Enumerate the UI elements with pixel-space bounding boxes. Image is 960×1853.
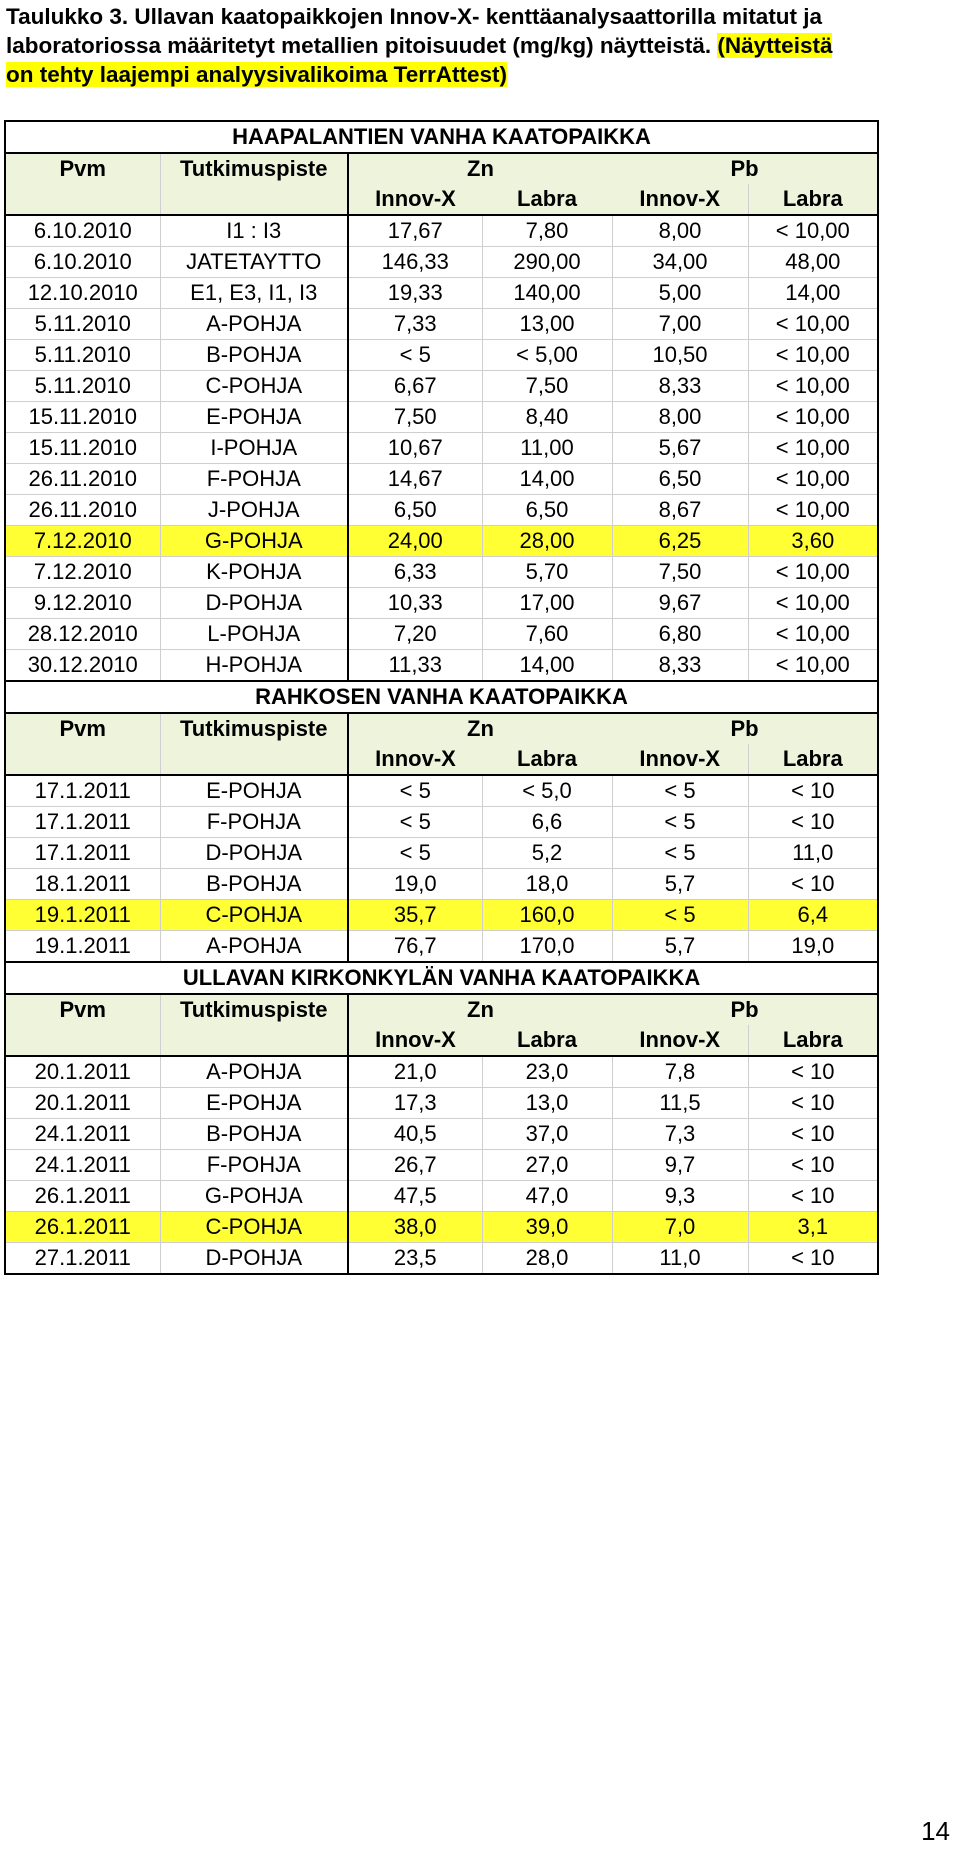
- cell-zn-innovx: < 5: [348, 838, 482, 869]
- cell-tutkimuspiste: I1 : I3: [160, 215, 348, 247]
- table-row: [5, 619, 878, 650]
- cell-zn-innovx: < 5: [348, 807, 482, 838]
- cell-pb-labra: < 10,00: [748, 619, 878, 650]
- cell-tutkimuspiste: A-POHJA: [160, 1056, 348, 1088]
- cell-pvm: 5.11.2010: [5, 371, 160, 402]
- cell-pb-labra: < 10,00: [748, 215, 878, 247]
- caption-line-1: Taulukko 3. Ullavan kaatopaikkojen Innov-X- kenttäanalysaattorilla mitatut ja: [6, 4, 823, 29]
- cell-pvm: 26.11.2010: [5, 495, 160, 526]
- cell-tutkimuspiste: E-POHJA: [160, 1088, 348, 1119]
- cell-zn-innovx: 40,5: [348, 1119, 482, 1150]
- subheader-pb-innovx: Innov-X: [612, 1025, 748, 1056]
- cell-pvm: 26.1.2011: [5, 1212, 160, 1243]
- cell-pb-labra: < 10,00: [748, 495, 878, 526]
- cell-pb-labra: < 10: [748, 1181, 878, 1212]
- subheader-empty: [5, 744, 160, 775]
- cell-pvm: 15.11.2010: [5, 433, 160, 464]
- cell-zn-innovx: 47,5: [348, 1181, 482, 1212]
- cell-pvm: 9.12.2010: [5, 588, 160, 619]
- cell-zn-innovx: 10,67: [348, 433, 482, 464]
- cell-zn-innovx: 146,33: [348, 247, 482, 278]
- cell-zn-innovx: 17,67: [348, 215, 482, 247]
- table-row: [5, 775, 878, 807]
- table-row: [5, 526, 878, 557]
- cell-pvm: 17.1.2011: [5, 838, 160, 869]
- cell-zn-labra: 13,0: [482, 1088, 612, 1119]
- table-row: [5, 1119, 878, 1150]
- table-row: [5, 838, 878, 869]
- cell-pb-labra: 3,60: [748, 526, 878, 557]
- cell-pb-innovx: 34,00: [612, 247, 748, 278]
- table-row: [5, 495, 878, 526]
- caption-highlight: (Näytteistä: [717, 33, 833, 58]
- header-pvm: Pvm: [5, 713, 160, 744]
- cell-pb-labra: 14,00: [748, 278, 878, 309]
- results-table-container: [4, 120, 879, 1275]
- table-row: [5, 931, 878, 963]
- caption-line-3: on tehty laajempi analyysivalikoima TerrAttest): [6, 62, 508, 87]
- cell-zn-labra: 37,0: [482, 1119, 612, 1150]
- section-title-row: [5, 681, 878, 713]
- cell-pvm: 28.12.2010: [5, 619, 160, 650]
- section-title: ULLAVAN KIRKONKYLÄN VANHA KAATOPAIKKA: [5, 962, 878, 994]
- header-row: [5, 153, 878, 184]
- table-row: [5, 1088, 878, 1119]
- table-caption: [6, 2, 956, 89]
- cell-pb-innovx: 8,33: [612, 650, 748, 682]
- cell-pvm: 26.11.2010: [5, 464, 160, 495]
- cell-zn-innovx: 35,7: [348, 900, 482, 931]
- cell-pvm: 17.1.2011: [5, 775, 160, 807]
- header-pb: Pb: [612, 153, 878, 184]
- cell-zn-labra: 7,80: [482, 215, 612, 247]
- subheader-empty: [5, 184, 160, 215]
- cell-pb-innovx: 8,33: [612, 371, 748, 402]
- cell-pb-innovx: 7,8: [612, 1056, 748, 1088]
- cell-pvm: 7.12.2010: [5, 526, 160, 557]
- cell-pvm: 17.1.2011: [5, 807, 160, 838]
- cell-zn-innovx: < 5: [348, 775, 482, 807]
- cell-zn-labra: 160,0: [482, 900, 612, 931]
- cell-pb-innovx: 5,7: [612, 869, 748, 900]
- cell-tutkimuspiste: L-POHJA: [160, 619, 348, 650]
- header-row: [5, 713, 878, 744]
- cell-zn-innovx: 7,50: [348, 402, 482, 433]
- cell-pb-innovx: < 5: [612, 807, 748, 838]
- cell-pb-labra: < 10,00: [748, 464, 878, 495]
- cell-pvm: 26.1.2011: [5, 1181, 160, 1212]
- subheader-zn-labra: Labra: [482, 184, 612, 215]
- cell-pb-labra: 19,0: [748, 931, 878, 963]
- cell-pb-labra: < 10: [748, 775, 878, 807]
- caption-line-2a: laboratoriossa määritetyt metallien pitoisuudet (mg/kg) näytteistä.: [6, 33, 718, 58]
- cell-zn-labra: 6,50: [482, 495, 612, 526]
- cell-zn-innovx: 24,00: [348, 526, 482, 557]
- cell-pb-labra: 11,0: [748, 838, 878, 869]
- cell-pb-labra: < 10,00: [748, 650, 878, 682]
- cell-pb-labra: < 10: [748, 1150, 878, 1181]
- cell-pb-labra: < 10: [748, 1088, 878, 1119]
- cell-tutkimuspiste: J-POHJA: [160, 495, 348, 526]
- cell-pvm: 19.1.2011: [5, 900, 160, 931]
- cell-pvm: 15.11.2010: [5, 402, 160, 433]
- header-zn: Zn: [348, 994, 612, 1025]
- table-row: [5, 557, 878, 588]
- cell-pvm: 20.1.2011: [5, 1088, 160, 1119]
- table-row: [5, 309, 878, 340]
- table-row: [5, 247, 878, 278]
- cell-zn-innovx: 10,33: [348, 588, 482, 619]
- header-tutkimuspiste: Tutkimuspiste: [160, 713, 348, 744]
- section-title: HAAPALANTIEN VANHA KAATOPAIKKA: [5, 121, 878, 153]
- subheader-pb-innovx: Innov-X: [612, 184, 748, 215]
- cell-pb-labra: < 10,00: [748, 371, 878, 402]
- subheader-row: [5, 744, 878, 775]
- cell-zn-innovx: < 5: [348, 340, 482, 371]
- table-row: [5, 1150, 878, 1181]
- cell-pb-labra: 6,4: [748, 900, 878, 931]
- cell-tutkimuspiste: G-POHJA: [160, 526, 348, 557]
- subheader-zn-innovx: Innov-X: [348, 184, 482, 215]
- cell-pvm: 5.11.2010: [5, 309, 160, 340]
- subheader-empty: [160, 744, 348, 775]
- header-pvm: Pvm: [5, 994, 160, 1025]
- cell-pb-innovx: 7,50: [612, 557, 748, 588]
- cell-pb-innovx: 6,25: [612, 526, 748, 557]
- cell-tutkimuspiste: D-POHJA: [160, 588, 348, 619]
- table-row: [5, 1212, 878, 1243]
- cell-zn-innovx: 6,67: [348, 371, 482, 402]
- cell-zn-innovx: 11,33: [348, 650, 482, 682]
- page-number: 14: [921, 1816, 950, 1846]
- cell-pb-labra: < 10: [748, 1243, 878, 1275]
- cell-zn-labra: 18,0: [482, 869, 612, 900]
- cell-zn-labra: 5,70: [482, 557, 612, 588]
- header-zn: Zn: [348, 153, 612, 184]
- cell-pb-labra: < 10,00: [748, 340, 878, 371]
- cell-zn-innovx: 26,7: [348, 1150, 482, 1181]
- table-row: [5, 402, 878, 433]
- cell-zn-innovx: 19,33: [348, 278, 482, 309]
- cell-pvm: 7.12.2010: [5, 557, 160, 588]
- subheader-row: [5, 184, 878, 215]
- cell-tutkimuspiste: C-POHJA: [160, 371, 348, 402]
- section-title-row: [5, 121, 878, 153]
- cell-tutkimuspiste: I-POHJA: [160, 433, 348, 464]
- cell-pb-innovx: 6,50: [612, 464, 748, 495]
- cell-tutkimuspiste: B-POHJA: [160, 1119, 348, 1150]
- cell-pb-labra: < 10,00: [748, 433, 878, 464]
- cell-zn-labra: 5,2: [482, 838, 612, 869]
- table-row: [5, 650, 878, 682]
- cell-pvm: 30.12.2010: [5, 650, 160, 682]
- cell-zn-labra: 27,0: [482, 1150, 612, 1181]
- cell-zn-innovx: 6,33: [348, 557, 482, 588]
- cell-zn-labra: < 5,0: [482, 775, 612, 807]
- cell-zn-labra: 7,50: [482, 371, 612, 402]
- header-pb: Pb: [612, 713, 878, 744]
- cell-pb-innovx: 5,00: [612, 278, 748, 309]
- cell-pb-labra: < 10: [748, 869, 878, 900]
- results-table: [4, 120, 879, 1275]
- cell-zn-labra: < 5,00: [482, 340, 612, 371]
- cell-pb-innovx: 7,3: [612, 1119, 748, 1150]
- cell-zn-labra: 170,0: [482, 931, 612, 963]
- cell-tutkimuspiste: G-POHJA: [160, 1181, 348, 1212]
- cell-pb-innovx: 9,7: [612, 1150, 748, 1181]
- subheader-row: [5, 1025, 878, 1056]
- cell-pb-innovx: < 5: [612, 838, 748, 869]
- cell-tutkimuspiste: F-POHJA: [160, 807, 348, 838]
- cell-pb-innovx: 7,0: [612, 1212, 748, 1243]
- cell-pb-innovx: 9,67: [612, 588, 748, 619]
- cell-zn-labra: 14,00: [482, 464, 612, 495]
- cell-zn-labra: 13,00: [482, 309, 612, 340]
- cell-pb-innovx: < 5: [612, 775, 748, 807]
- cell-zn-innovx: 21,0: [348, 1056, 482, 1088]
- header-pb: Pb: [612, 994, 878, 1025]
- cell-pb-labra: < 10: [748, 1056, 878, 1088]
- cell-zn-labra: 11,00: [482, 433, 612, 464]
- subheader-zn-innovx: Innov-X: [348, 744, 482, 775]
- cell-pb-labra: 48,00: [748, 247, 878, 278]
- table-row: [5, 1181, 878, 1212]
- cell-zn-labra: 290,00: [482, 247, 612, 278]
- cell-zn-labra: 47,0: [482, 1181, 612, 1212]
- cell-tutkimuspiste: E1, E3, I1, I3: [160, 278, 348, 309]
- cell-zn-labra: 6,6: [482, 807, 612, 838]
- cell-pvm: 24.1.2011: [5, 1150, 160, 1181]
- cell-pb-innovx: 9,3: [612, 1181, 748, 1212]
- cell-pb-innovx: < 5: [612, 900, 748, 931]
- cell-tutkimuspiste: JATETAYTTO: [160, 247, 348, 278]
- cell-tutkimuspiste: A-POHJA: [160, 309, 348, 340]
- subheader-zn-labra: Labra: [482, 744, 612, 775]
- cell-zn-labra: 17,00: [482, 588, 612, 619]
- cell-tutkimuspiste: B-POHJA: [160, 869, 348, 900]
- cell-tutkimuspiste: D-POHJA: [160, 838, 348, 869]
- cell-tutkimuspiste: K-POHJA: [160, 557, 348, 588]
- cell-pvm: 12.10.2010: [5, 278, 160, 309]
- cell-pb-innovx: 11,0: [612, 1243, 748, 1275]
- table-row: [5, 433, 878, 464]
- cell-zn-labra: 7,60: [482, 619, 612, 650]
- cell-zn-innovx: 17,3: [348, 1088, 482, 1119]
- header-row: [5, 994, 878, 1025]
- cell-pb-innovx: 8,00: [612, 402, 748, 433]
- table-row: [5, 900, 878, 931]
- table-row: [5, 340, 878, 371]
- cell-tutkimuspiste: C-POHJA: [160, 1212, 348, 1243]
- cell-zn-innovx: 19,0: [348, 869, 482, 900]
- cell-zn-labra: 28,0: [482, 1243, 612, 1275]
- cell-zn-labra: 39,0: [482, 1212, 612, 1243]
- subheader-pb-innovx: Innov-X: [612, 744, 748, 775]
- header-tutkimuspiste: Tutkimuspiste: [160, 994, 348, 1025]
- table-row: [5, 215, 878, 247]
- section-title-row: [5, 962, 878, 994]
- cell-tutkimuspiste: E-POHJA: [160, 775, 348, 807]
- cell-zn-innovx: 23,5: [348, 1243, 482, 1275]
- table-row: [5, 1056, 878, 1088]
- section-title: RAHKOSEN VANHA KAATOPAIKKA: [5, 681, 878, 713]
- cell-pvm: 19.1.2011: [5, 931, 160, 963]
- cell-pb-labra: 3,1: [748, 1212, 878, 1243]
- cell-pb-labra: < 10,00: [748, 402, 878, 433]
- cell-pb-innovx: 8,00: [612, 215, 748, 247]
- cell-pvm: 18.1.2011: [5, 869, 160, 900]
- cell-pb-labra: < 10: [748, 1119, 878, 1150]
- subheader-pb-labra: Labra: [748, 744, 878, 775]
- table-row: [5, 278, 878, 309]
- table-row: [5, 869, 878, 900]
- subheader-empty: [160, 1025, 348, 1056]
- cell-zn-labra: 28,00: [482, 526, 612, 557]
- cell-zn-labra: 140,00: [482, 278, 612, 309]
- table-row: [5, 588, 878, 619]
- cell-zn-labra: 14,00: [482, 650, 612, 682]
- cell-pb-innovx: 10,50: [612, 340, 748, 371]
- cell-tutkimuspiste: E-POHJA: [160, 402, 348, 433]
- table-row: [5, 807, 878, 838]
- table-row: [5, 1243, 878, 1275]
- cell-pb-innovx: 6,80: [612, 619, 748, 650]
- subheader-pb-labra: Labra: [748, 184, 878, 215]
- cell-zn-innovx: 76,7: [348, 931, 482, 963]
- subheader-zn-innovx: Innov-X: [348, 1025, 482, 1056]
- cell-tutkimuspiste: C-POHJA: [160, 900, 348, 931]
- cell-pvm: 24.1.2011: [5, 1119, 160, 1150]
- cell-pvm: 20.1.2011: [5, 1056, 160, 1088]
- cell-pb-labra: < 10: [748, 807, 878, 838]
- cell-tutkimuspiste: B-POHJA: [160, 340, 348, 371]
- cell-pvm: 5.11.2010: [5, 340, 160, 371]
- cell-pb-innovx: 5,7: [612, 931, 748, 963]
- subheader-zn-labra: Labra: [482, 1025, 612, 1056]
- subheader-pb-labra: Labra: [748, 1025, 878, 1056]
- table-row: [5, 464, 878, 495]
- cell-pb-labra: < 10,00: [748, 557, 878, 588]
- cell-zn-innovx: 6,50: [348, 495, 482, 526]
- cell-pb-labra: < 10,00: [748, 588, 878, 619]
- cell-pb-innovx: 7,00: [612, 309, 748, 340]
- cell-zn-innovx: 38,0: [348, 1212, 482, 1243]
- cell-pvm: 27.1.2011: [5, 1243, 160, 1275]
- cell-zn-labra: 8,40: [482, 402, 612, 433]
- subheader-empty: [160, 184, 348, 215]
- cell-tutkimuspiste: F-POHJA: [160, 1150, 348, 1181]
- subheader-empty: [5, 1025, 160, 1056]
- cell-pvm: 6.10.2010: [5, 215, 160, 247]
- cell-pb-innovx: 5,67: [612, 433, 748, 464]
- cell-tutkimuspiste: D-POHJA: [160, 1243, 348, 1275]
- header-pvm: Pvm: [5, 153, 160, 184]
- cell-pb-innovx: 11,5: [612, 1088, 748, 1119]
- cell-tutkimuspiste: F-POHJA: [160, 464, 348, 495]
- cell-pb-innovx: 8,67: [612, 495, 748, 526]
- cell-pvm: 6.10.2010: [5, 247, 160, 278]
- cell-pb-labra: < 10,00: [748, 309, 878, 340]
- results-table-body: [5, 121, 878, 1274]
- cell-tutkimuspiste: H-POHJA: [160, 650, 348, 682]
- cell-zn-labra: 23,0: [482, 1056, 612, 1088]
- cell-tutkimuspiste: A-POHJA: [160, 931, 348, 963]
- cell-zn-innovx: 14,67: [348, 464, 482, 495]
- cell-zn-innovx: 7,20: [348, 619, 482, 650]
- header-zn: Zn: [348, 713, 612, 744]
- table-row: [5, 371, 878, 402]
- cell-zn-innovx: 7,33: [348, 309, 482, 340]
- header-tutkimuspiste: Tutkimuspiste: [160, 153, 348, 184]
